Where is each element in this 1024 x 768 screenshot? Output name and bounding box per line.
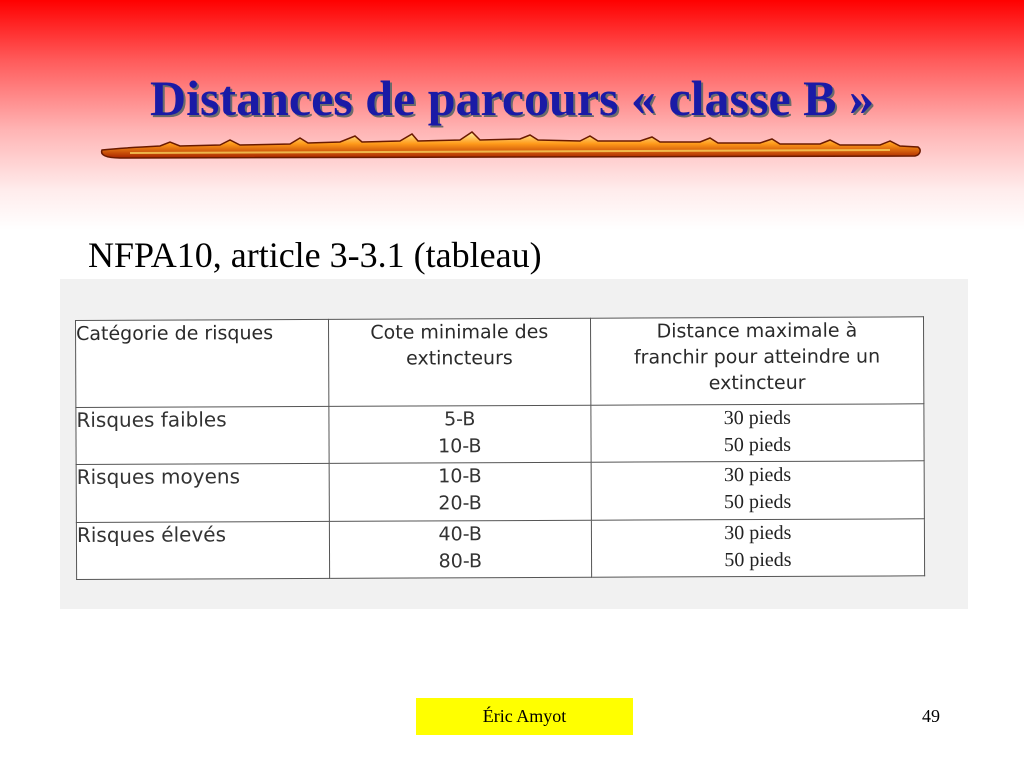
page-number: 49 (922, 706, 940, 726)
header-category: Catégorie de risques (76, 319, 329, 407)
cell-rating: 10-B 20-B (329, 463, 591, 521)
table-row (76, 404, 924, 465)
header-distance: Distance maximale à franchir pour atteindre un extincteur (590, 317, 924, 405)
cell-distance: 30 pieds 50 pieds (591, 404, 925, 463)
cell-rating: 40-B 80-B (329, 520, 591, 578)
risk-distance-table (75, 316, 925, 580)
table-row (76, 461, 924, 522)
cell-category: Risques moyens (76, 464, 329, 522)
cell-rating: 5-B 10-B (329, 405, 591, 463)
slide-title: Distances de parcours « classe B » (149, 70, 875, 126)
table-header-row (76, 317, 924, 408)
footer-author: Éric Amyot (416, 698, 633, 735)
cell-distance: 30 pieds 50 pieds (591, 461, 925, 520)
header-rating: Cote minimale des extincteurs (328, 318, 590, 406)
cell-distance: 30 pieds 50 pieds (591, 518, 925, 577)
subtitle: NFPA10, article 3-3.1 (tableau) (88, 235, 542, 275)
cell-category: Risques faibles (76, 406, 329, 464)
table-row (76, 518, 924, 579)
cell-category: Risques élevés (76, 521, 329, 579)
flame-divider (100, 128, 922, 160)
